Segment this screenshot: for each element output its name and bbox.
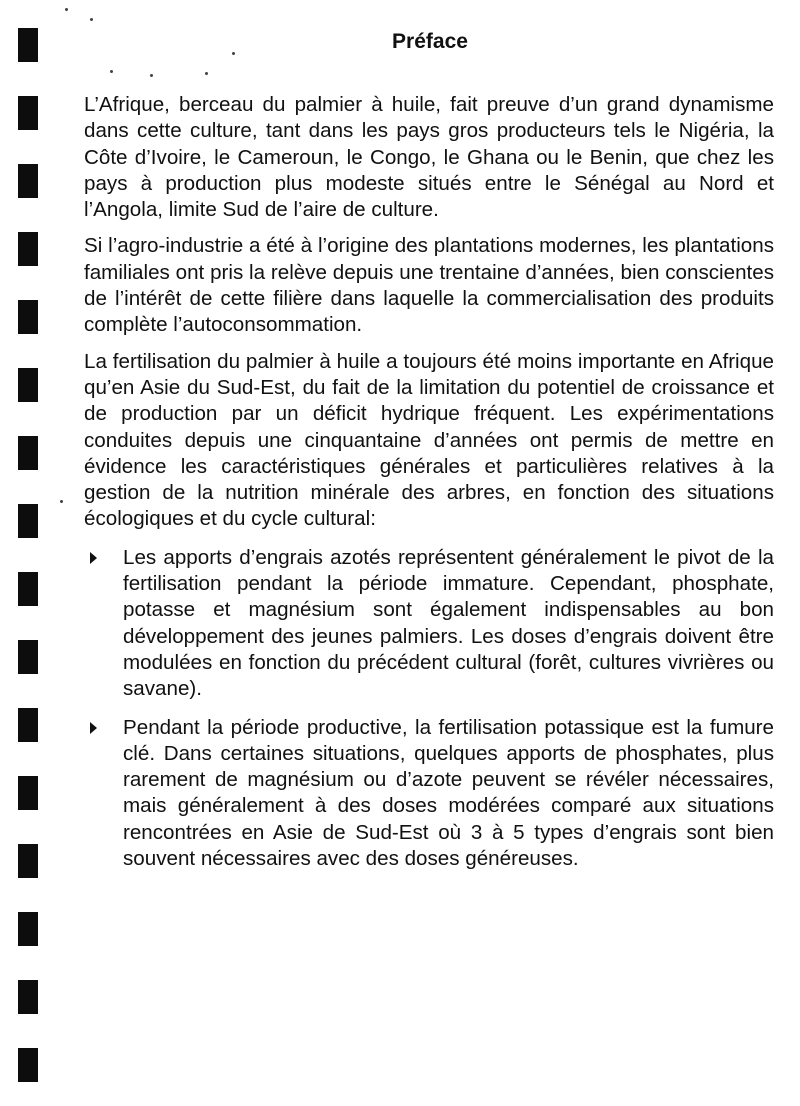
scan-speck	[60, 500, 63, 503]
preface-body	[84, 92, 774, 884]
scan-speck	[65, 8, 68, 11]
paragraph: La fertilisation du palmier à huile a toujours été moins importante en Afrique qu’en Asie du Sud-Est, du fait de la limitation du potentiel de croissance et de production par un déficit hydrique fréquent. Les expérimentations conduites depuis une cinquantaine d’années ont permis de mettre en évidence les caractéristiques générales et particulières relatives à la gestion de la nutrition minérale des arbres, en fonction des situations écologiques et du cycle cultural:	[84, 349, 774, 531]
binding-mark	[18, 844, 38, 878]
binding-mark	[18, 504, 38, 538]
binding-mark	[18, 1048, 38, 1082]
scan-speck	[205, 72, 208, 75]
binding-mark	[18, 980, 38, 1014]
list-item	[84, 545, 774, 703]
binding-marks	[0, 0, 60, 1106]
binding-mark	[18, 640, 38, 674]
triangle-right-icon	[90, 722, 97, 734]
binding-mark	[18, 96, 38, 130]
binding-mark	[18, 436, 38, 470]
binding-mark	[18, 300, 38, 334]
binding-mark	[18, 572, 38, 606]
list-item-text: Les apports d’engrais azotés représentent généralement le pivot de la fertilisation pendant la période immature. Cependant, phosphate, potasse et magnésium sont également indispensables au bon développement des jeunes palmiers. Les doses d’engrais doivent être modulées en fonction du précédent cultural (forêt, cultures vivrières ou savane).	[123, 545, 774, 701]
page-title: Préface	[392, 30, 468, 53]
bullet-list	[84, 545, 774, 873]
binding-mark	[18, 232, 38, 266]
list-item	[84, 715, 774, 873]
binding-mark	[18, 368, 38, 402]
list-item-text: Pendant la période productive, la fertilisation potassique est la fumure clé. Dans certaines situations, quelques apports de phosphates, plus rarement de magnésium ou d’azote peuvent se révéler nécessaires, mais généralement à des doses modérées comparé aux situations rencontrées en Asie de Sud-Est où 3 à 5 types d’engrais sont bien souvent nécessaires avec des doses généreuses.	[123, 715, 774, 871]
binding-mark	[18, 164, 38, 198]
scan-speck	[90, 18, 93, 21]
scan-speck	[150, 74, 153, 77]
triangle-right-icon	[90, 552, 97, 564]
binding-mark	[18, 776, 38, 810]
scan-speck	[110, 70, 113, 73]
paragraph: L’Afrique, berceau du palmier à huile, fait preuve d’un grand dynamisme dans cette culture, tant dans les pays gros producteurs tels le Nigéria, la Côte d’Ivoire, le Cameroun, le Congo, le Ghana ou le Benin, que chez les pays à production plus modeste situés entre le Sénégal au Nord et l’Angola, limite Sud de l’aire de culture.	[84, 93, 774, 222]
binding-mark	[18, 912, 38, 946]
paragraph: Si l’agro-industrie a été à l’origine des plantations modernes, les plantations familiales ont pris la relève depuis une trentaine d’années, bien conscientes de l’intérêt de cette filière dans laquelle la commercialisation des produits complète l’autoconsommation.	[84, 234, 774, 337]
binding-mark	[18, 708, 38, 742]
